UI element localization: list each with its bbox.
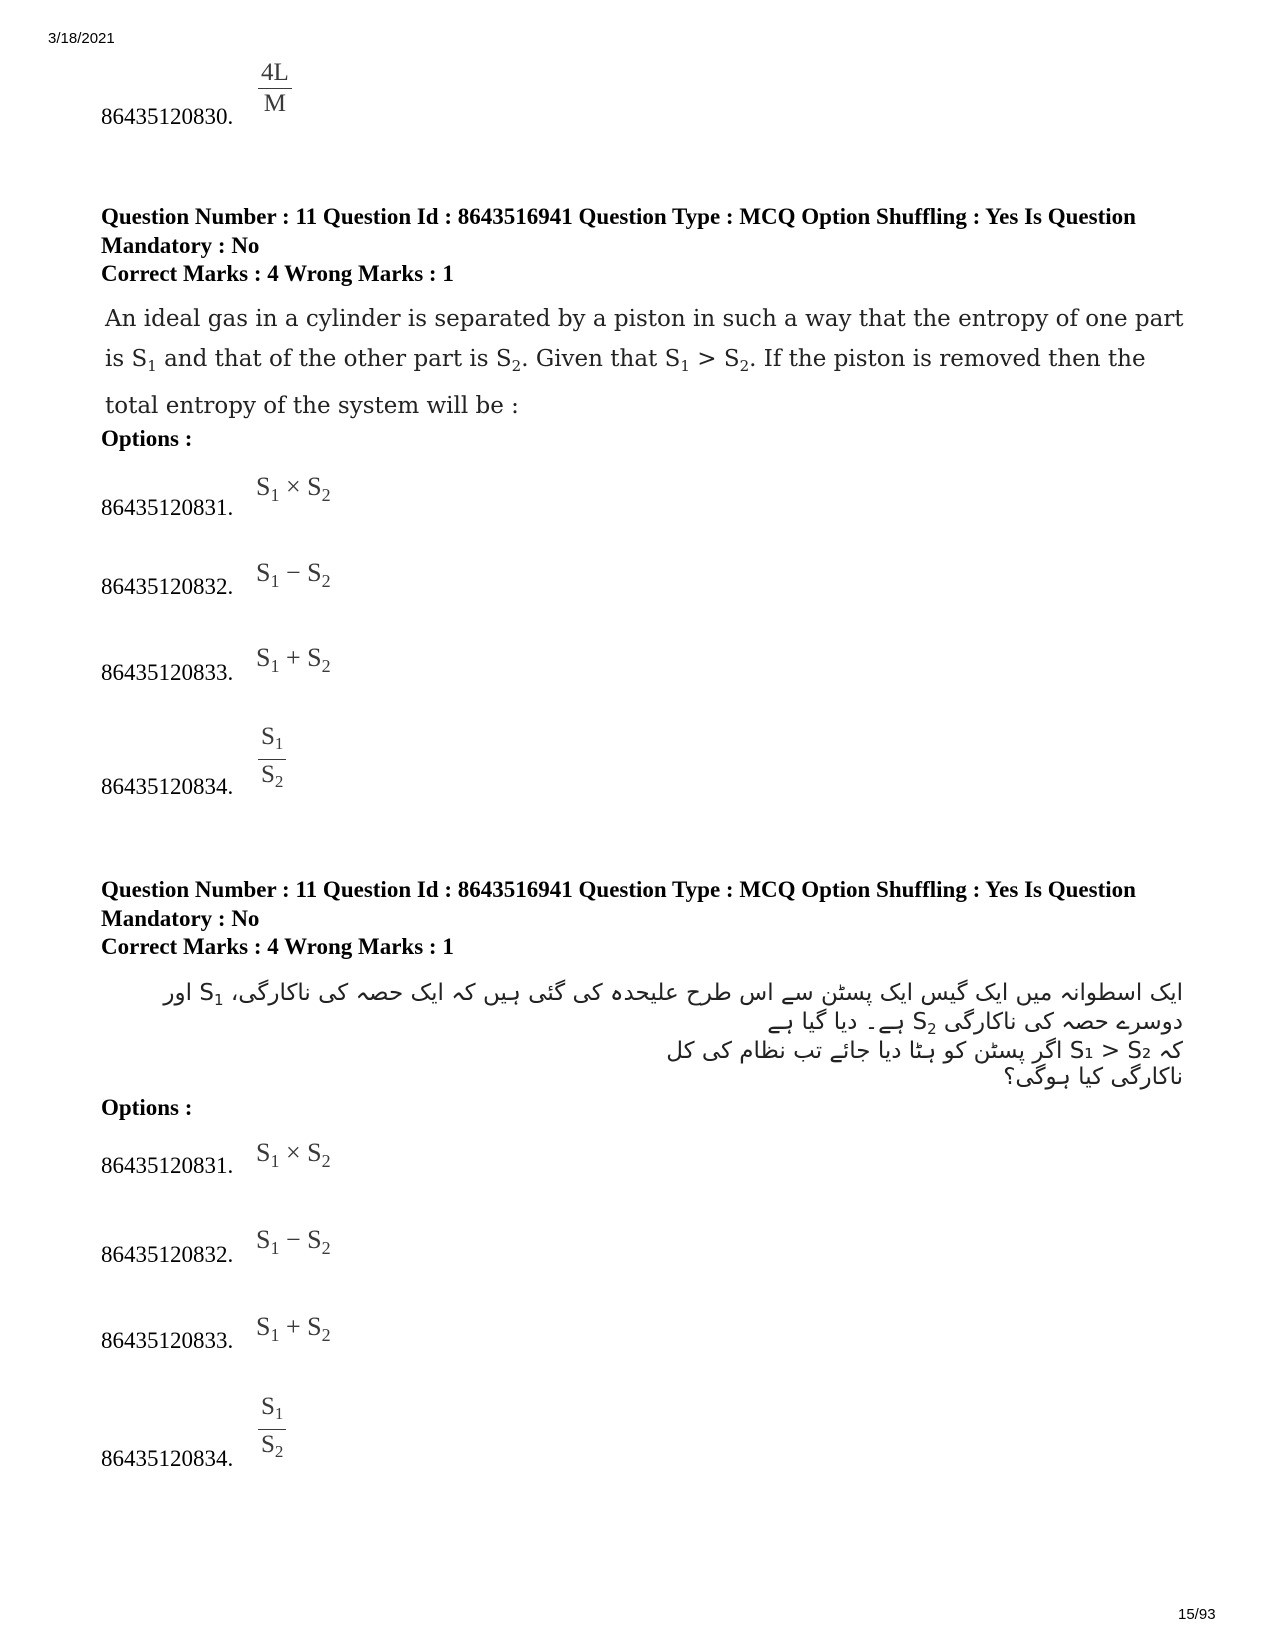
prev-option-id: 86435120830. xyxy=(101,104,234,129)
option-expression: $S_1 \times S_2$ xyxy=(256,1138,331,1171)
question-header: Question Number : 11 Question Id : 8643516941 Question Type : MCQ Option Shuffling : Yes Is Question Mandatory : No xyxy=(101,204,1136,258)
print-date: 3/18/2021 xyxy=(48,30,115,47)
option-fraction xyxy=(258,1392,286,1467)
option-expression: $S_1 - S_2$ xyxy=(256,558,331,591)
question-text-urdu-line-1: ایک اسطوانہ میں ایک گیس ایک پسٹن سے اس طرح علیحدہ کی گئی ہیں کہ ایک حصہ کی ناکارگی، $S_1$ اور دوسرے حصہ کی ناکارگی $S_2$ ہے۔ دیا گیا ہے xyxy=(163,980,1183,1038)
question-header: Question Number : 11 Question Id : 8643516941 Question Type : MCQ Option Shuffling : Yes Is Question Mandatory : No xyxy=(101,877,1136,931)
option-fraction xyxy=(258,722,286,797)
fraction-numerator: $S_1$ xyxy=(258,1392,286,1430)
fraction-denominator: M xyxy=(263,90,286,117)
fraction-denominator: $S_2$ xyxy=(261,1431,284,1461)
option-id: 86435120832. xyxy=(101,1242,234,1267)
question-marks: Correct Marks : 4 Wrong Marks : 1 xyxy=(101,261,454,286)
question-marks: Correct Marks : 4 Wrong Marks : 1 xyxy=(101,934,454,959)
page-number: 15/93 xyxy=(1178,1606,1216,1623)
fraction-denominator: $S_2$ xyxy=(261,761,284,791)
question-text: An ideal gas in a cylinder is separated by a piston in such a way that the entropy of one part is $S_1$ and that of the other part is $S_2$. Given that $S_1 > S_2$. If the piston is removed then the total entropy of the system will be : xyxy=(105,306,1184,419)
question-text-urdu-line-2: کہ S₁ > S₂ اگر پسٹن کو ہٹا دیا جائے تب نظام کی کل ناکارگی کیا ہوگی؟ xyxy=(666,1038,1183,1090)
fraction-numerator: 4L xyxy=(258,58,292,89)
option-expression: $S_1 + S_2$ xyxy=(256,643,331,676)
option-id: 86435120832. xyxy=(101,574,234,599)
option-expression: $S_1 \times S_2$ xyxy=(256,472,331,505)
option-id: 86435120831. xyxy=(101,1153,234,1178)
prev-option-fraction xyxy=(258,58,292,119)
option-id: 86435120833. xyxy=(101,1328,234,1353)
option-id: 86435120834. xyxy=(101,774,234,799)
options-label: Options : xyxy=(101,426,193,451)
option-expression: $S_1 + S_2$ xyxy=(256,1312,331,1345)
options-label: Options : xyxy=(101,1095,193,1120)
option-id: 86435120834. xyxy=(101,1446,234,1471)
option-expression: $S_1 - S_2$ xyxy=(256,1225,331,1258)
option-id: 86435120831. xyxy=(101,495,234,520)
fraction-numerator: $S_1$ xyxy=(258,722,286,760)
option-id: 86435120833. xyxy=(101,660,234,685)
